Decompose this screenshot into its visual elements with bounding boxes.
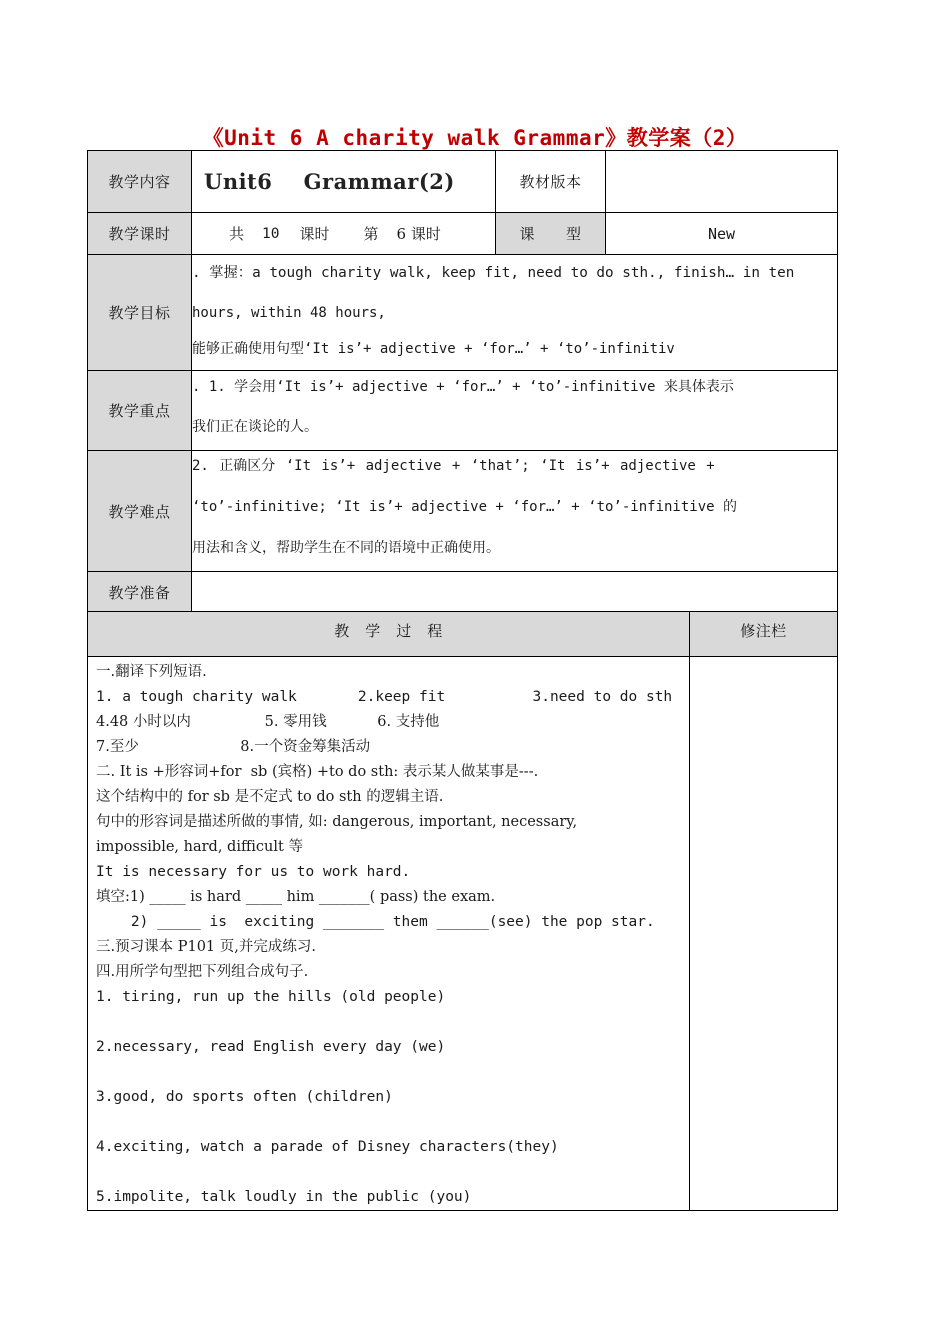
hours-unit: 课时 [299, 225, 330, 243]
total-hours: 10 [262, 225, 280, 242]
teaching-content-cell [192, 151, 496, 213]
difficult-line-3: 用法和含义，帮助学生在不同的语境中正确使用。 [192, 540, 500, 556]
process-header: 教 学 过 程 [88, 612, 690, 657]
difficult-points-cell [192, 451, 838, 572]
label-lesson-type: 课 型 [496, 213, 606, 255]
process-line: 7.至少 8.一个资金筹集活动 [96, 739, 371, 755]
goals-line-3: 能够正确使用句型‘It is’+ adjective + ‘for…’ + ‘to’-infinitiv [192, 341, 675, 357]
key-points-cell [192, 371, 838, 451]
label-teaching-content: 教学内容 [88, 151, 192, 213]
process-body [88, 657, 690, 1211]
process-line: 这个结构中的 for sb 是不定式 to do sth 的逻辑主语. [96, 789, 444, 805]
process-line: impossible, hard, difficult 等 [96, 839, 303, 855]
lesson-info-table [87, 150, 838, 255]
process-line: 4.exciting, watch a parade of Disney characters(they) [96, 1139, 559, 1155]
current-prefix: 第 [363, 225, 379, 243]
key-points-line-1: . 1. 学会用‘It is’+ adjective + ‘for…’ + ‘to’-infinitive 来具体表示 [192, 379, 734, 395]
notes-column [690, 657, 838, 1211]
process-line [96, 1160, 681, 1185]
current-lesson: 6 课时 [396, 225, 441, 243]
label-key-points: 教学重点 [88, 371, 192, 451]
goals-line-2: hours, within 48 hours, [192, 305, 386, 321]
label-difficult-points: 教学难点 [88, 451, 192, 572]
process-line: 2) _____ is exciting _______ them ______(see) the pop star. [96, 914, 655, 930]
label-class-hours: 教学课时 [88, 213, 192, 255]
process-line: It is necessary for us to work hard. [96, 864, 411, 880]
notes-header: 修注栏 [690, 612, 838, 657]
process-line [96, 1110, 681, 1135]
process-line: 一.翻译下列短语. [96, 664, 207, 680]
teaching-goals-cell [192, 255, 838, 371]
process-line: 5.impolite, talk loudly in the public (you) [96, 1189, 472, 1205]
process-line: 4.48 小时以内 5. 零用钱 6. 支持他 [96, 714, 440, 730]
label-teaching-goals: 教学目标 [88, 255, 192, 371]
preparation-value [192, 572, 838, 613]
process-line [96, 1060, 681, 1085]
difficult-line-1: 2. 正确区分 ‘It is’+ adjective + ‘that’; ‘It is’+ adjective + [192, 458, 715, 474]
goals-line-1: . 掌握：a tough charity walk, keep fit, need to do sth., finish… in ten [192, 265, 795, 281]
unit-heading: Unit6 Grammar(2) [204, 169, 455, 194]
class-hours-cell [192, 213, 496, 255]
process-line [96, 1010, 681, 1035]
teaching-process-table [87, 611, 838, 1211]
difficult-line-2: ‘to’-infinitive; ‘It is’+ adjective + ‘for…’ + ‘to’-infinitive 的 [192, 499, 738, 515]
label-preparation: 教学准备 [88, 572, 192, 613]
process-line: 1. tiring, run up the hills (old people) [96, 989, 446, 1005]
lesson-type-value: New [606, 213, 838, 255]
document-title: 《Unit 6 A charity walk Grammar》教学案（2） [202, 126, 748, 150]
key-points-line-2: 我们正在谈论的人。 [192, 419, 318, 435]
lesson-goals-table [87, 254, 838, 613]
process-line: 3.good, do sports often (children) [96, 1089, 393, 1105]
total-prefix: 共 [229, 225, 245, 243]
process-line: 2.necessary, read English every day (we) [96, 1039, 446, 1055]
label-textbook-version: 教材版本 [496, 151, 606, 213]
process-line: 四.用所学句型把下列组合成句子. [96, 964, 309, 980]
process-line: 三.预习课本 P101 页,并完成练习. [96, 939, 316, 955]
process-line: 1. a tough charity walk 2.keep fit 3.need to do sth [96, 689, 673, 705]
process-line: 填空:1) _____ is hard _____ him _______( pass) the exam. [96, 889, 496, 905]
textbook-version-value [606, 151, 838, 213]
process-line: 二. It is +形容词+for sb (宾格) +to do sth: 表示某人做某事是---. [96, 764, 539, 780]
process-line: 句中的形容词是描述所做的事情, 如: dangerous, important, necessary, [96, 814, 578, 830]
